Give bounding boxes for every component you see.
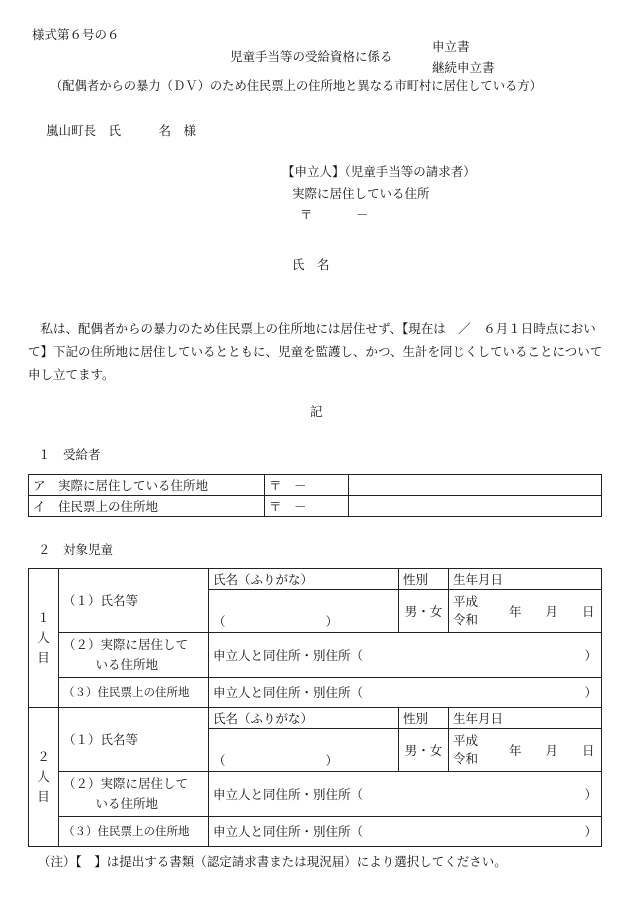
child1-gender-field[interactable]: 男・女 xyxy=(399,590,449,633)
statement-paragraph: 私は、配偶者からの暴力のため住民票上の住所地には居住せず、【現在は ／ ６月１日時点において】下記の住所地に居住しているとともに、児童を監護し、かつ、生計を同じくしていることについて申し立てます。 xyxy=(28,321,603,382)
table-row xyxy=(29,678,602,708)
child1-furigana-header: 氏名（ふりがな） xyxy=(209,569,399,590)
child2-month-unit: 月 xyxy=(545,742,559,758)
child2-ordinal-number: ２ xyxy=(37,749,50,764)
child2-registered-value: 申立人と同住所・別住所（ xyxy=(213,824,364,839)
recipient-actual-postal: 〒 － xyxy=(265,475,349,496)
child1-residence-item-line1: （２）実際に居住して xyxy=(63,637,189,652)
child2-registered-close: ） xyxy=(584,824,597,839)
section2-heading: ２ 対象児童 xyxy=(38,542,114,557)
child2-ordinal-suffix: 目 xyxy=(37,789,50,804)
child2-dob-header: 生年月日 xyxy=(449,708,602,729)
child2-residence-item-line1: （２）実際に居住して xyxy=(63,776,189,791)
child2-name-field[interactable] xyxy=(209,729,399,772)
child2-registered-item: （３）住民票上の住所地 xyxy=(59,817,209,847)
child2-residence-item-line2: いる住所地 xyxy=(95,796,159,811)
table-row xyxy=(29,633,602,678)
doc-type-continuation: 継続申立書 xyxy=(432,60,495,75)
child2-gender-header: 性別 xyxy=(399,708,449,729)
child1-gender-header: 性別 xyxy=(399,569,449,590)
child2-name-paren: （ ） xyxy=(213,753,339,768)
child2-ordinal-counter: 人 xyxy=(37,769,50,784)
child1-residence-item xyxy=(59,633,209,678)
children-table xyxy=(28,568,602,847)
ki-heading: 記 xyxy=(310,404,323,419)
child2-registered-field[interactable] xyxy=(209,817,602,847)
doc-type-application: 申立書 xyxy=(432,39,470,54)
child2-era-heisei: 平成 xyxy=(453,733,479,748)
child1-era-reiwa: 令和 xyxy=(453,612,479,627)
form-subtitle: （配偶者からの暴力（ＤＶ）のため住民票上の住所地と異なる市町村に居住している方） xyxy=(50,79,542,93)
table-row xyxy=(29,772,602,817)
recipient-table xyxy=(28,474,602,517)
child2-era-reiwa: 令和 xyxy=(453,751,479,766)
child1-dob-header: 生年月日 xyxy=(449,569,602,590)
section1-heading: １ 受給者 xyxy=(38,447,101,462)
form-number: 様式第６号の６ xyxy=(32,27,120,42)
applicant-name-label: 氏 名 xyxy=(292,257,330,272)
child2-residence-close: ） xyxy=(584,786,597,802)
child1-ordinal xyxy=(29,569,59,708)
applicant-label: 【申立人】（児童手当等の請求者） xyxy=(282,164,476,179)
addressee: 嵐山町長 氏 名 様 xyxy=(46,123,197,138)
recipient-actual-address-field[interactable] xyxy=(349,475,602,496)
recipient-registered-postal: 〒 － xyxy=(265,496,349,517)
child1-registered-value: 申立人と同住所・別住所（ xyxy=(213,685,364,700)
child1-day-unit: 日 xyxy=(582,603,595,619)
child1-residence-item-line2: いる住所地 xyxy=(95,657,159,672)
table-row xyxy=(29,496,602,517)
postal-mark: 〒 xyxy=(300,207,313,222)
child1-residence-value: 申立人と同住所・別住所（ xyxy=(213,647,364,663)
recipient-actual-address-label: ア 実際に居住している住所地 xyxy=(29,475,265,496)
child2-residence-field[interactable] xyxy=(209,772,602,817)
table-row xyxy=(29,817,602,847)
child1-residence-close: ） xyxy=(584,647,597,663)
child2-furigana-header: 氏名（ふりがな） xyxy=(209,708,399,729)
child1-residence-field[interactable] xyxy=(209,633,602,678)
child1-ordinal-suffix: 目 xyxy=(37,650,50,665)
child1-year-unit: 年 xyxy=(509,603,522,619)
table-row xyxy=(29,569,602,590)
child1-registered-item: （３）住民票上の住所地 xyxy=(59,678,209,708)
child1-name-field[interactable] xyxy=(209,590,399,633)
recipient-registered-address-label: イ 住民票上の住所地 xyxy=(29,496,265,517)
child1-name-item: （１）氏名等 xyxy=(59,569,209,633)
table-row xyxy=(29,708,602,729)
child2-year-unit: 年 xyxy=(509,742,522,758)
form-title: 児童手当等の受給資格に係る xyxy=(230,49,393,64)
child2-name-item: （１）氏名等 xyxy=(59,708,209,772)
child1-dob-field[interactable] xyxy=(449,590,602,633)
child1-registered-close: ） xyxy=(584,685,597,700)
child2-gender-field[interactable]: 男・女 xyxy=(399,729,449,772)
child1-ordinal-counter: 人 xyxy=(37,630,50,645)
child2-residence-item xyxy=(59,772,209,817)
child2-ordinal xyxy=(29,708,59,847)
child1-name-paren: （ ） xyxy=(213,614,339,629)
postal-dash: － xyxy=(356,207,369,222)
footnote: （注）【 】は提出する書類（認定請求書または現況届）により選択してください。 xyxy=(38,854,507,869)
child1-ordinal-number: １ xyxy=(37,610,50,625)
table-row xyxy=(29,475,602,496)
applicant-address-label: 実際に居住している住所 xyxy=(292,186,430,201)
child2-dob-field[interactable] xyxy=(449,729,602,772)
child1-era-heisei: 平成 xyxy=(453,594,479,609)
child2-day-unit: 日 xyxy=(582,742,595,758)
child1-registered-field[interactable] xyxy=(209,678,602,708)
child2-residence-value: 申立人と同住所・別住所（ xyxy=(213,786,364,802)
recipient-registered-address-field[interactable] xyxy=(349,496,602,517)
child1-month-unit: 月 xyxy=(545,603,559,619)
